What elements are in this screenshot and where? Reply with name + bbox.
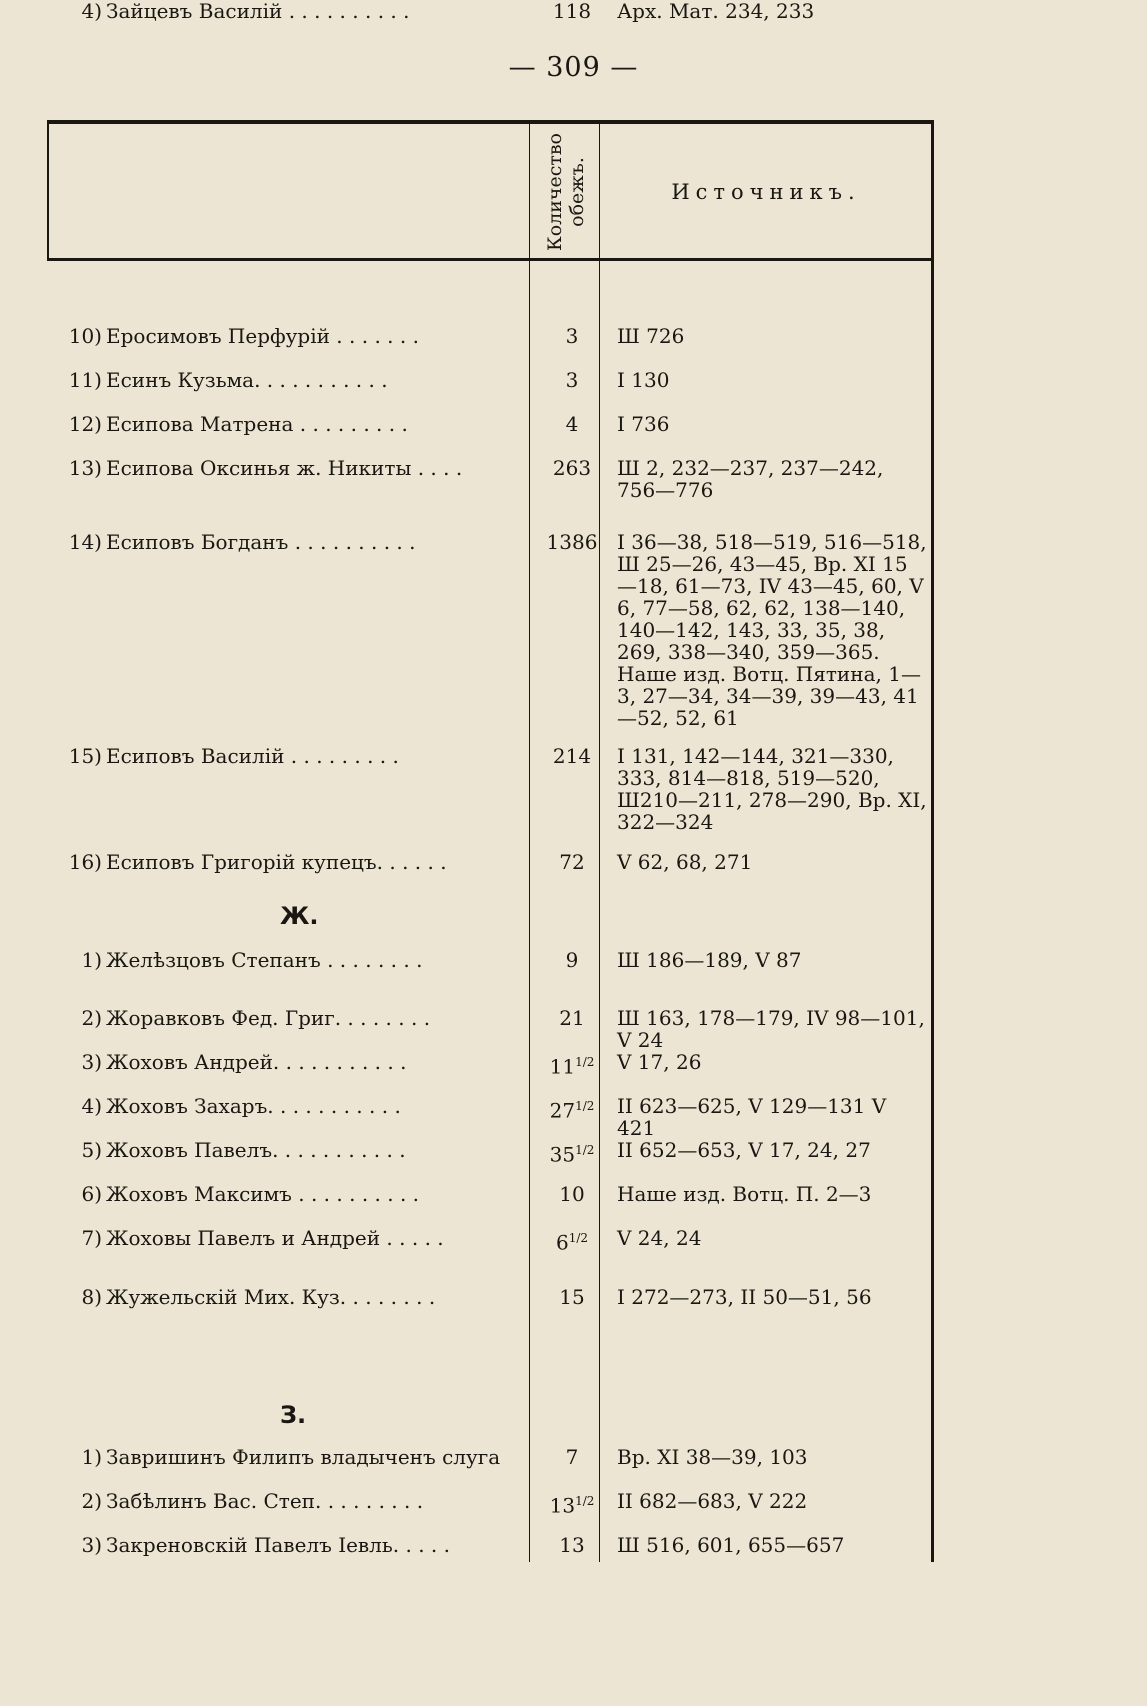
row-name: Есиповъ Богданъ . . . . . . . . . . (106, 530, 416, 554)
row-source: I 131, 142—144, 321—330, 333, 814—818, 519—520, Ш210—211, 278—290, Вр. XI, 322—324 (617, 744, 927, 834)
row-source: V 24, 24 (617, 1226, 702, 1250)
row-name: Есипова Оксинья ж. Никиты . . . . (106, 456, 463, 480)
page-number: — 309 — (508, 52, 639, 83)
header-quantity-line2: обежъ. (566, 157, 588, 227)
row-quantity-fraction: 1/2 (575, 1494, 595, 1508)
row-name: Жоховъ Захаръ. . . . . . . . . . . (106, 1094, 401, 1118)
row-source: V 17, 26 (617, 1050, 702, 1074)
row-quantity (532, 1007, 612, 1029)
row-name: Еросимовъ Перфурій . . . . . . . (106, 324, 419, 348)
row-quantity (532, 369, 612, 391)
row-number: 12) (68, 412, 102, 436)
row-number: 3) (81, 1533, 102, 1557)
row-source: Ш 2, 232—237, 237—242, 756—776 (617, 456, 884, 502)
row-quantity (532, 851, 612, 873)
table-right-border (931, 120, 934, 1562)
row-quantity (532, 1534, 612, 1556)
row-name: Зайцевъ Василій . . . . . . . . . . (106, 0, 410, 23)
row-quantity-value: 7 (565, 1445, 579, 1469)
row-quantity-value: 3 (565, 324, 579, 348)
table-header-rule (47, 258, 933, 261)
row-source: II 682—683, V 222 (617, 1489, 808, 1513)
row-number: 16) (68, 850, 102, 874)
row-name: Жоховы Павелъ и Андрей . . . . . (106, 1226, 444, 1250)
header-quantity (539, 130, 593, 254)
row-number: 10) (68, 324, 102, 348)
row-quantity-fraction: 1/2 (575, 1099, 595, 1113)
row-source: II 652—653, V 17, 24, 27 (617, 1138, 871, 1162)
row-name: Жужельскій Мих. Куз. . . . . . . . (106, 1285, 436, 1309)
row-quantity-fraction: 1/2 (575, 1055, 595, 1069)
row-name: Закреновскій Павелъ Іевль. . . . . (106, 1533, 450, 1557)
row-number: 1) (81, 1445, 102, 1469)
row-number: 11) (68, 368, 102, 392)
row-quantity (532, 1286, 612, 1308)
row-quantity (532, 531, 612, 553)
row-quantity-value: 27 (549, 1098, 576, 1123)
header-source: Источникъ. (671, 180, 861, 204)
row-quantity-fraction: 1/2 (568, 1231, 589, 1245)
row-number: 13) (68, 456, 102, 480)
row-number: 3) (81, 1050, 102, 1074)
row-number: 1) (81, 948, 102, 972)
row-quantity (532, 0, 612, 22)
row-quantity-value: 72 (559, 850, 585, 874)
row-number: 15) (68, 744, 102, 768)
section-letter: Ж. (280, 902, 319, 930)
row-quantity-value: 3 (565, 368, 579, 392)
row-name: Жоховъ Максимъ . . . . . . . . . . (106, 1182, 420, 1206)
row-name: Жоховъ Андрей. . . . . . . . . . . (106, 1050, 407, 1074)
row-source: Арх. Мат. 234, 233 (617, 0, 815, 23)
row-quantity-value: 214 (552, 744, 592, 768)
row-quantity (532, 745, 612, 767)
row-source: Ш 186—189, V 87 (617, 948, 802, 972)
row-quantity-value: 35 (549, 1142, 576, 1167)
table-top-rule (47, 120, 933, 124)
row-name: Жоховъ Павелъ. . . . . . . . . . . (106, 1138, 406, 1162)
row-quantity-value: 13 (549, 1493, 576, 1518)
section-letter: З. (280, 1401, 307, 1429)
row-source: I 130 (617, 368, 670, 392)
row-source: Наше изд. Вотц. П. 2—3 (617, 1182, 872, 1206)
row-quantity (532, 1446, 612, 1468)
row-quantity (532, 413, 612, 435)
row-name: Желѣзцовъ Степанъ . . . . . . . . (106, 948, 423, 972)
row-quantity-value: 118 (552, 0, 592, 23)
row-number: 2) (81, 1489, 102, 1513)
row-quantity-value: 21 (559, 1006, 585, 1030)
row-quantity-fraction: 1/2 (575, 1143, 595, 1157)
table-left-border (47, 120, 49, 260)
row-quantity (532, 325, 612, 347)
row-number: 7) (81, 1226, 102, 1250)
row-number: 4) (81, 0, 102, 23)
row-source: Ш 726 (617, 324, 685, 348)
row-quantity (532, 457, 612, 479)
row-number: 2) (81, 1006, 102, 1030)
row-quantity-value: 13 (559, 1533, 585, 1557)
row-name: Есинъ Кузьма. . . . . . . . . . . (106, 368, 388, 392)
row-name: Есиповъ Василій . . . . . . . . . (106, 744, 399, 768)
row-quantity-value: 263 (552, 456, 592, 480)
row-source: I 272—273, II 50—51, 56 (617, 1285, 872, 1309)
row-source: II 623—625, V 129—131 V 421 (617, 1094, 887, 1140)
row-number: 8) (81, 1285, 102, 1309)
row-source: Ш 516, 601, 655—657 (617, 1533, 845, 1557)
row-number: 4) (81, 1094, 102, 1118)
row-source: V 62, 68, 271 (617, 850, 753, 874)
row-number: 5) (81, 1138, 102, 1162)
row-quantity-value: 15 (559, 1285, 585, 1309)
row-name: Забѣлинъ Вас. Степ. . . . . . . . . (106, 1489, 424, 1513)
row-quantity-value: 9 (565, 948, 579, 972)
row-source: Вр. XI 38—39, 103 (617, 1445, 808, 1469)
row-number: 6) (81, 1182, 102, 1206)
row-source: I 736 (617, 412, 670, 436)
row-name: Жоравковъ Фед. Григ. . . . . . . . (106, 1006, 431, 1030)
row-quantity-value: 10 (559, 1182, 585, 1206)
row-quantity (532, 1051, 612, 1078)
row-name: Есиповъ Григорій купецъ. . . . . . (106, 850, 447, 874)
row-quantity-value: 1386 (546, 530, 598, 554)
row-quantity (532, 1490, 612, 1517)
row-quantity (532, 1139, 612, 1166)
row-quantity-value: 6 (555, 1230, 569, 1255)
row-quantity (532, 1095, 612, 1122)
row-quantity (532, 949, 612, 971)
row-quantity-value: 11 (549, 1054, 576, 1079)
row-source: Ш 163, 178—179, IV 98—101, V 24 (617, 1006, 925, 1052)
row-quantity-value: 4 (565, 412, 579, 436)
row-quantity (532, 1183, 612, 1205)
column-divider-name-qty (529, 120, 530, 1562)
row-number: 14) (68, 530, 102, 554)
row-source: I 36—38, 518—519, 516—518, Ш 25—26, 43—45, Вр. XI 15—18, 61—73, IV 43—45, 60, V 6, 77—58, 62, 62, 138—140, 140—142, 143, 33, 35, 38, 269, 338—340, 359—365. Наше изд. Вотц. Пятина, 1—3, 27—34, 34—39, 39—43, 41—52, 52, 61 (617, 530, 927, 730)
row-name: Есипова Матрена . . . . . . . . . (106, 412, 408, 436)
row-name: Завришинъ Филипъ владыченъ слуга (106, 1445, 501, 1469)
header-quantity-line1: Количество (544, 133, 566, 251)
row-quantity (532, 1227, 612, 1254)
